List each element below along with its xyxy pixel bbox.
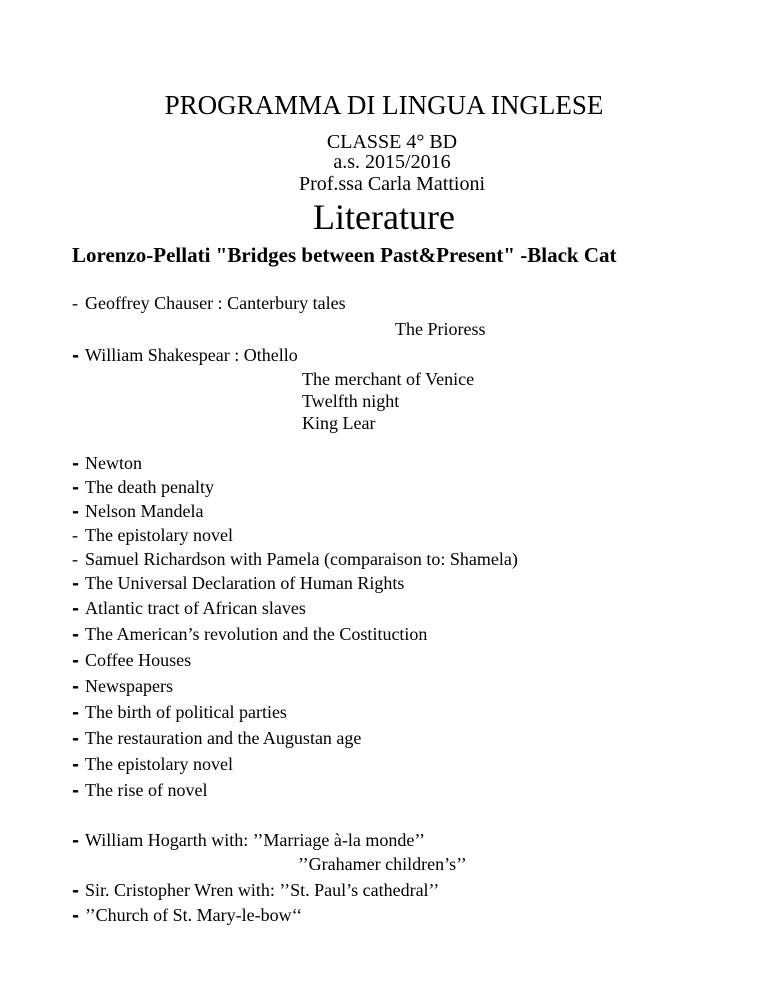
dash-bullet: - bbox=[72, 293, 78, 313]
school-year: a.s. 2015/2016 bbox=[333, 151, 451, 173]
list-item: - William Shakespear : Othello bbox=[72, 345, 298, 366]
list-subitem: Twelfth night bbox=[302, 391, 400, 411]
list-item: - Geoffrey Chauser : Canterbury tales bbox=[72, 293, 346, 313]
list-item: - Sir. Cristopher Wren with: ’’St. Paul’s cathedral’’ bbox=[72, 880, 440, 901]
list-item: - William Hogarth with: ’’Marriage à-la monde’’ bbox=[72, 830, 425, 851]
list-item: - The American’s revolution and the Costituction bbox=[72, 624, 428, 645]
dash-bullet: - bbox=[72, 881, 80, 901]
dash-bullet: - bbox=[72, 781, 80, 801]
dash-bullet: - bbox=[72, 502, 80, 522]
list-item: - Nelson Mandela bbox=[72, 501, 204, 522]
list-item: - The epistolary novel bbox=[72, 525, 233, 545]
page-title: PROGRAMMA DI LINGUA INGLESE bbox=[164, 90, 604, 120]
dash-bullet: - bbox=[72, 478, 80, 498]
list-item: - The restauration and the Augustan age bbox=[72, 728, 362, 749]
dash-bullet: - bbox=[72, 346, 80, 366]
list-subitem: ’’Grahamer children’s’’ bbox=[298, 854, 467, 874]
dash-bullet: - bbox=[72, 755, 80, 775]
dash-bullet: - bbox=[72, 729, 80, 749]
dash-bullet: - bbox=[72, 525, 78, 545]
dash-bullet: - bbox=[72, 703, 80, 723]
list-item: - The rise of novel bbox=[72, 780, 208, 801]
textbook-reference: Lorenzo-Pellati "Bridges between Past&Present" -Black Cat bbox=[72, 243, 617, 267]
list-item: - Newspapers bbox=[72, 676, 173, 697]
dash-bullet: - bbox=[72, 831, 80, 851]
dash-bullet: - bbox=[72, 574, 80, 594]
teacher-name: Prof.ssa Carla Mattioni bbox=[298, 173, 486, 195]
list-item: - Newton bbox=[72, 453, 142, 474]
dash-bullet: - bbox=[72, 625, 80, 645]
dash-bullet: - bbox=[72, 454, 80, 474]
dash-bullet: - bbox=[72, 906, 80, 926]
list-item: - The epistolary novel bbox=[72, 754, 233, 775]
list-item: - Samuel Richardson with Pamela (comparaison to: Shamela) bbox=[72, 549, 518, 569]
list-item: - The birth of political parties bbox=[72, 702, 287, 723]
list-item: - The death penalty bbox=[72, 477, 214, 498]
list-item: - Atlantic tract of African slaves bbox=[72, 598, 306, 619]
class-label: CLASSE 4° BD bbox=[326, 131, 458, 153]
list-subitem: King Lear bbox=[302, 413, 376, 433]
list-subitem: The merchant of Venice bbox=[302, 369, 475, 389]
dash-bullet: - bbox=[72, 599, 80, 619]
dash-bullet: - bbox=[72, 677, 80, 697]
section-title: Literature bbox=[313, 197, 455, 237]
list-item: - The Universal Declaration of Human Rights bbox=[72, 573, 405, 594]
list-item: - Coffee Houses bbox=[72, 650, 192, 671]
list-item: - ’’Church of St. Mary-le-bow‘‘ bbox=[72, 905, 303, 926]
dash-bullet: - bbox=[72, 549, 78, 569]
dash-bullet: - bbox=[72, 651, 80, 671]
list-subitem: The Prioress bbox=[395, 319, 486, 339]
